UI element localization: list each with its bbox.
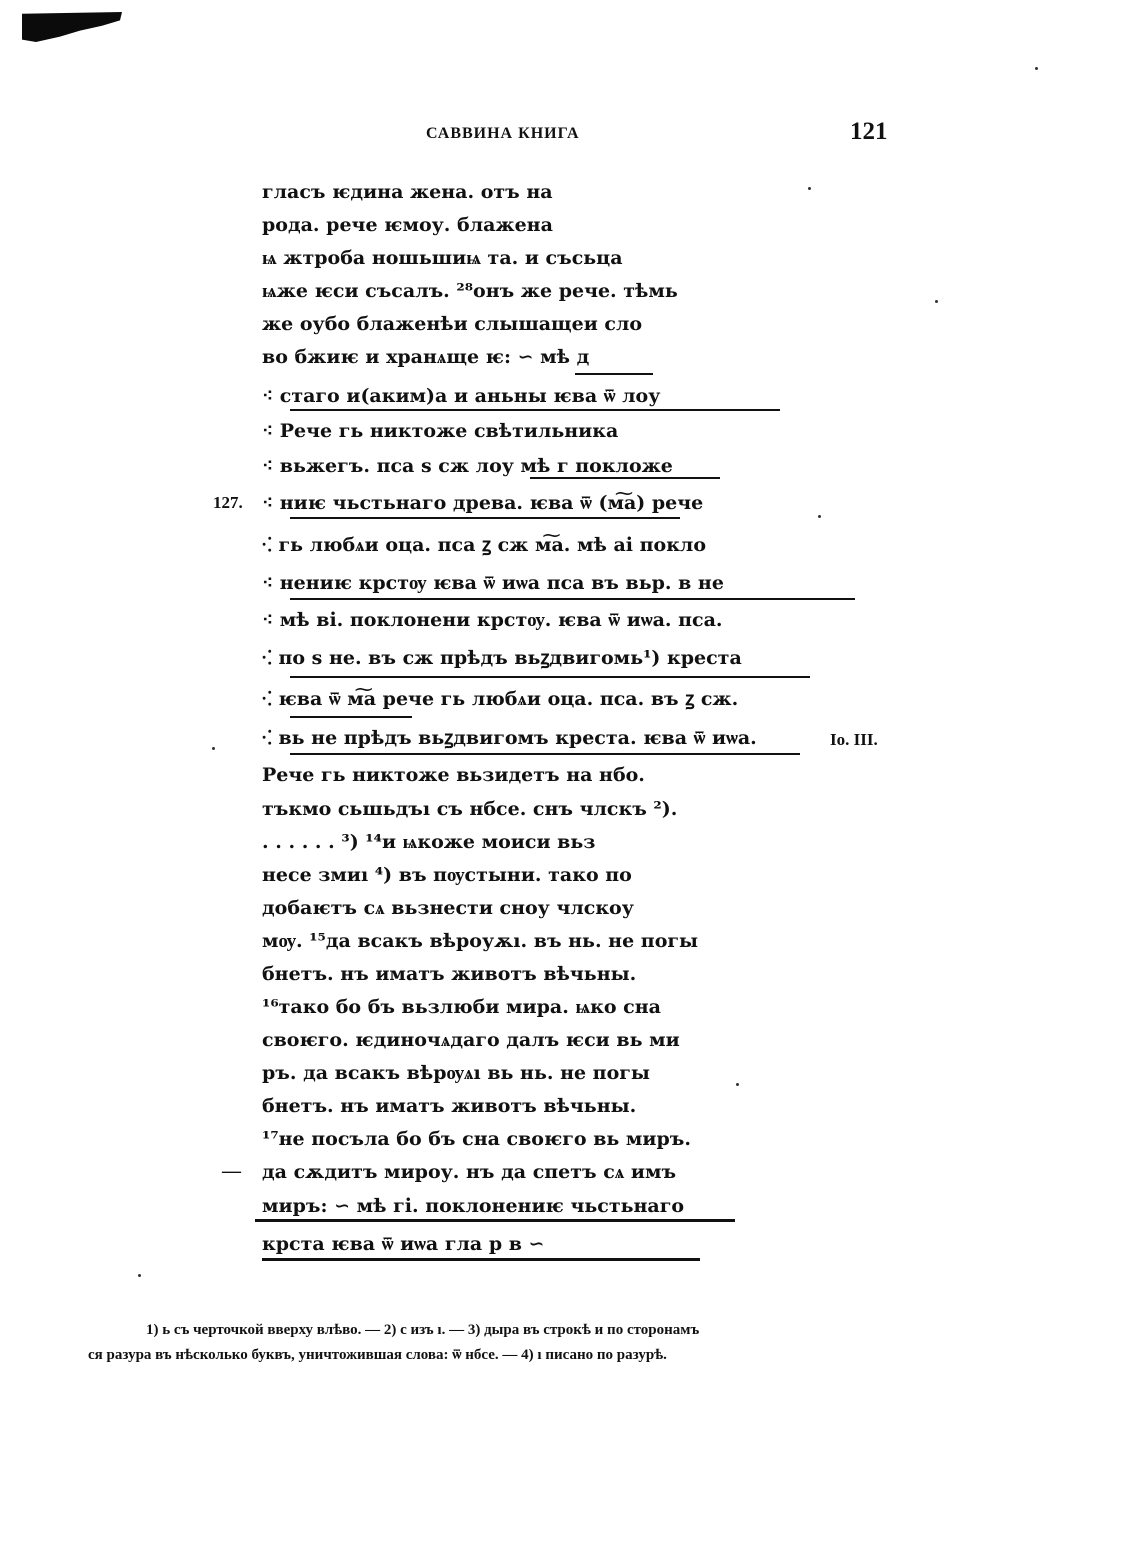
text-line [262,1191,684,1221]
text-line [262,1025,680,1055]
line-text: по ѕ не. въ сж прѣдъ вьꙁдвигомь¹) креста [278,647,742,669]
text-line [262,1124,691,1154]
line-marker: ⁖ [262,688,272,710]
line-text: во бжиѥ и хранѧще ѥ: ∽ мѣ д [262,346,590,368]
line-text: ¹⁷не посъла бо бъ сна своѥго вь миръ. [262,1128,691,1150]
underline-rule [290,753,800,755]
text-line [262,605,723,635]
line-text: же оубо блаженѣи слышащеи сло [262,313,643,335]
text-line [262,416,618,446]
line-text: ѩже ѥси съсалъ. ²⁸онъ же рече. тѣмь [262,280,678,302]
text-line [262,1058,650,1088]
underline-rule [262,1258,700,1261]
line-marker: ⁖ [262,455,274,477]
line-text: . . . . . . ³) ¹⁴и ѩкоже моиси вьз [262,831,596,853]
text-line [262,210,553,240]
ink-speck [935,300,938,303]
text-line [262,530,706,560]
line-marker: ⁖ [262,420,274,442]
underline-rule [290,716,412,718]
text-line [262,794,677,824]
text-line [262,488,703,518]
line-marker: ⁖ [262,534,272,556]
text-line [262,684,738,714]
line-text: тъкмо сьшьдъı съ нбсе. снъ члскъ ²). [262,798,678,820]
text-line [262,760,645,790]
line-text: ѩ жтроба ношьшиѩ та. и съсьца [262,247,623,269]
ink-speck [1035,67,1038,70]
line-text: ниѥ чьстьнаго древа. ѥва ѿ (м͠а) рече [279,492,704,514]
text-line [262,893,634,923]
line-marker: ⁖ [262,572,274,594]
line-text: вьжегъ. пса ѕ сж лоу мѣ г покложе [279,455,673,477]
line-text: ѥва ѿ м͠а рече гь любѧи оца. пса. въ ꙁ сж. [278,688,739,710]
underline-rule [255,1219,735,1222]
margin-reference: Іо. III. [830,730,878,749]
text-line [262,723,757,753]
line-text: Рече гь никтоже вьзидетъ на нбо. [262,764,645,786]
margin-dash: — [222,1161,241,1182]
line-marker: ⁖ [262,385,274,407]
text-line [262,177,553,207]
line-text: вь не прѣдъ вьꙁдвигомъ креста. ѥва ѿ иѡа. [278,727,757,749]
line-text: стаго и(аким)а и аньны ѥва ѿ лоу [279,385,661,407]
line-text: добаѥтъ сѧ вьзнести сноу члскоу [262,897,634,919]
line-text: своѥго. ѥдиночѧдаго далъ ѥси вь ми [262,1029,680,1051]
ink-speck [736,1083,739,1086]
text-line [262,643,742,673]
page-number: 121 [850,118,888,145]
line-marker: ⁖ [262,647,272,669]
line-text: гласъ ѥдина жена. отъ на [262,181,553,203]
text-line [262,959,636,989]
line-marker: ⁖ [262,492,274,514]
ink-speck [138,1274,141,1277]
line-text: гь любѧи оца. пса ꙁ сж м͠а. мѣ аі покло [278,534,707,556]
line-marker: ⁖ [262,609,274,631]
line-text: крста ѥва ѿ иѡа гла р в ∽ [262,1233,545,1255]
margin-line-number: 127. [213,493,243,512]
underline-rule [290,409,780,411]
footnote-line: 1) ь съ черточкой вверху влѣво. — 2) с изъ ı. — 3) дыра въ строкѣ и по сторонамъ [146,1322,700,1338]
line-text: бнетъ. нъ иматъ животъ вѣчьны. [262,963,637,985]
line-text: несе змиı ⁴) въ пѹстыни. тако по [262,864,632,886]
line-text: Рече гь никтоже свѣтильника [279,420,619,442]
text-line [262,1091,636,1121]
line-text: ръ. да всакъ вѣрѹѧı вь нь. не погы [262,1062,650,1084]
underline-rule [530,477,720,479]
line-text: мѹ. ¹⁵да всакъ вѣроуѫı. въ нь. не погы [262,930,699,952]
text-line [262,992,661,1022]
underline-rule [290,676,810,678]
line-text: миръ: ∽ мѣ гі. поклонениѥ чьстьнаго [262,1195,685,1217]
ink-speck [808,187,811,190]
underline-rule [290,598,855,600]
underline-rule [290,517,680,519]
text-line [262,568,724,598]
text-line [262,243,623,273]
line-text: да сѫдитъ мироу. нъ да спетъ сѧ имъ [262,1161,677,1183]
underline-rule [575,373,653,375]
text-line [262,309,642,339]
line-text: бнетъ. нъ иматъ животъ вѣчьны. [262,1095,637,1117]
text-line [262,1229,544,1259]
text-line [262,1157,676,1187]
footnote-line: ся разура въ нѣсколько буквъ, уничтожившая слова: ѿ нбсе. — 4) ı писано по разурѣ. [88,1347,667,1363]
text-line [262,860,632,890]
line-text: мѣ ві. поклонени крстѹ. ѥва ѿ иѡа. пса. [279,609,723,631]
ink-speck [818,515,821,518]
text-line [262,926,698,956]
line-text: нениѥ крстѹ ѥва ѿ иѡа пса въ вьр. в не [279,572,724,594]
footnotes [88,1318,908,1368]
text-line [262,827,595,857]
text-line [262,342,589,372]
line-text: ¹⁶тако бо бъ вьзлюби мира. ѩко сна [262,996,661,1018]
line-marker: ⁖ [262,727,272,749]
ink-speck [212,747,215,750]
running-head: САВВИНА КНИГА [426,125,580,142]
text-line [262,276,678,306]
text-line [262,381,660,411]
line-text: рода. рече ѥмоу. блажена [262,214,553,236]
